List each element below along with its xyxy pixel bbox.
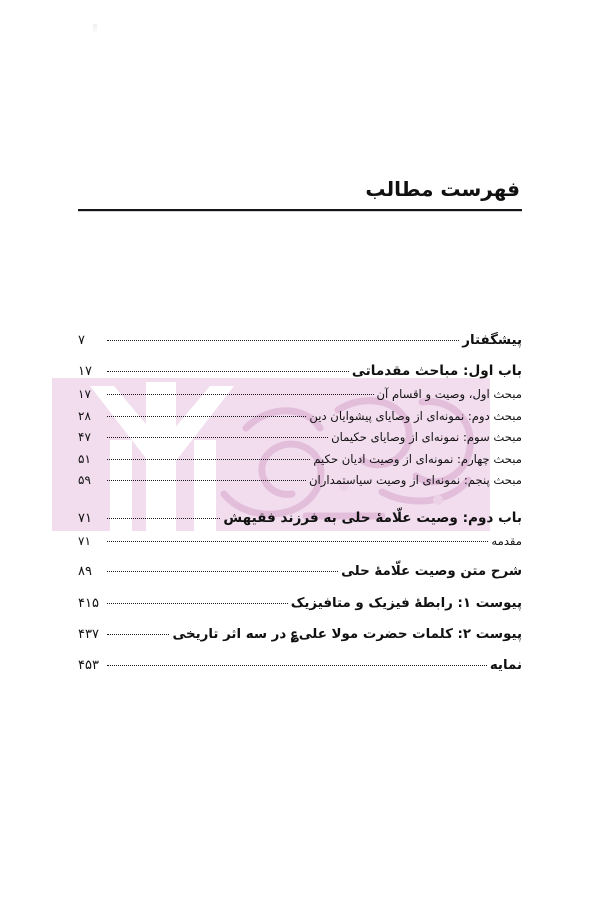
toc-entry[interactable] xyxy=(78,453,522,466)
toc-entry-label: مبحث دوم: نمونه‌ای از وصایای پیشوایان دین xyxy=(309,408,522,423)
toc-list xyxy=(78,334,522,673)
toc-leader-dots xyxy=(107,437,328,438)
toc-entry-label: مبحث پنجم: نمونه‌ای از وصیت سیاستمداران xyxy=(309,473,522,488)
toc-entry[interactable] xyxy=(78,388,522,401)
toc-entry-label: مبحث چهارم: نمونه‌ای از وصیت ادیان حکیم xyxy=(313,451,522,466)
toc-entry-label: باب دوم: وصیت علّامهٔ حلی به فرزند فقیهش xyxy=(223,509,522,526)
toc-entry[interactable] xyxy=(78,474,522,487)
toc-entry-page-number: ۱۷ xyxy=(78,387,91,401)
toc-entry[interactable] xyxy=(78,565,522,578)
toc-leader-dots xyxy=(107,480,306,481)
toc-entry[interactable] xyxy=(78,628,522,641)
toc-entry-page-number: ۵۱ xyxy=(78,451,91,466)
toc-entry-page-number: ۴۷ xyxy=(78,430,91,445)
toc-entry-label: باب اول: مباحث مقدماتی xyxy=(351,363,522,380)
toc-leader-dots xyxy=(107,416,306,417)
scan-artifact-speck xyxy=(93,24,97,33)
toc-leader-dots xyxy=(107,571,338,572)
toc-entry-label: مبحث سوم: نمونه‌ای از وصایای حکیمان xyxy=(331,430,522,445)
toc-leader-dots xyxy=(107,340,459,341)
toc-entry-page-number: ۴۱۵ xyxy=(78,595,99,611)
toc-entry[interactable] xyxy=(78,334,522,347)
toc-entry-page-number: ۷۱ xyxy=(78,533,91,548)
toc-entry-label: پیوست ۱: رابطهٔ فیزیک و متافیزیک xyxy=(290,595,522,611)
toc-entry-page-number: ۷۱ xyxy=(78,510,92,526)
toc-heading-block xyxy=(78,178,522,211)
toc-entry-label: مقدمه xyxy=(491,533,522,548)
toc-entry-label: پیشگفتار xyxy=(462,333,522,348)
toc-entry-label: پیوست ۲: کلمات حضرت مولا علی؏ در سه اثر تاریخی xyxy=(172,626,522,642)
toc-entry[interactable] xyxy=(78,410,522,423)
toc-entry-page-number: ۱۷ xyxy=(78,364,92,380)
toc-entry-page-number: ۴۳۷ xyxy=(78,626,99,642)
toc-entry[interactable] xyxy=(78,535,522,548)
toc-entry-page-number: ۷ xyxy=(78,333,85,348)
toc-entry[interactable] xyxy=(78,431,522,444)
toc-leader-dots xyxy=(107,371,349,372)
toc-leader-dots xyxy=(107,541,488,542)
toc-entry[interactable] xyxy=(78,509,522,526)
toc-entry-label: مبحث اول، وصیت و اقسام آن xyxy=(376,387,522,401)
toc-entry-page-number: ۲۸ xyxy=(78,408,91,423)
title-divider xyxy=(78,209,522,211)
toc-entry-label: نمایه xyxy=(489,658,522,674)
toc-leader-dots xyxy=(107,665,487,666)
toc-entry-page-number: ۴۵۳ xyxy=(78,658,99,674)
toc-entry[interactable] xyxy=(78,365,522,379)
toc-entry[interactable] xyxy=(78,597,522,610)
toc-entry-label: شرح متن وصیت علّامهٔ حلی xyxy=(341,564,522,580)
toc-leader-dots xyxy=(107,394,374,395)
toc-entry-page-number: ۵۹ xyxy=(78,473,91,488)
toc-entry-page-number: ۸۹ xyxy=(78,564,92,580)
toc-entry[interactable] xyxy=(78,659,522,672)
toc-leader-dots xyxy=(107,603,288,604)
toc-leader-dots xyxy=(107,518,220,519)
toc-leader-dots xyxy=(107,459,310,460)
toc-leader-dots xyxy=(107,634,169,635)
page-title: فهرست مطالب xyxy=(365,177,520,201)
